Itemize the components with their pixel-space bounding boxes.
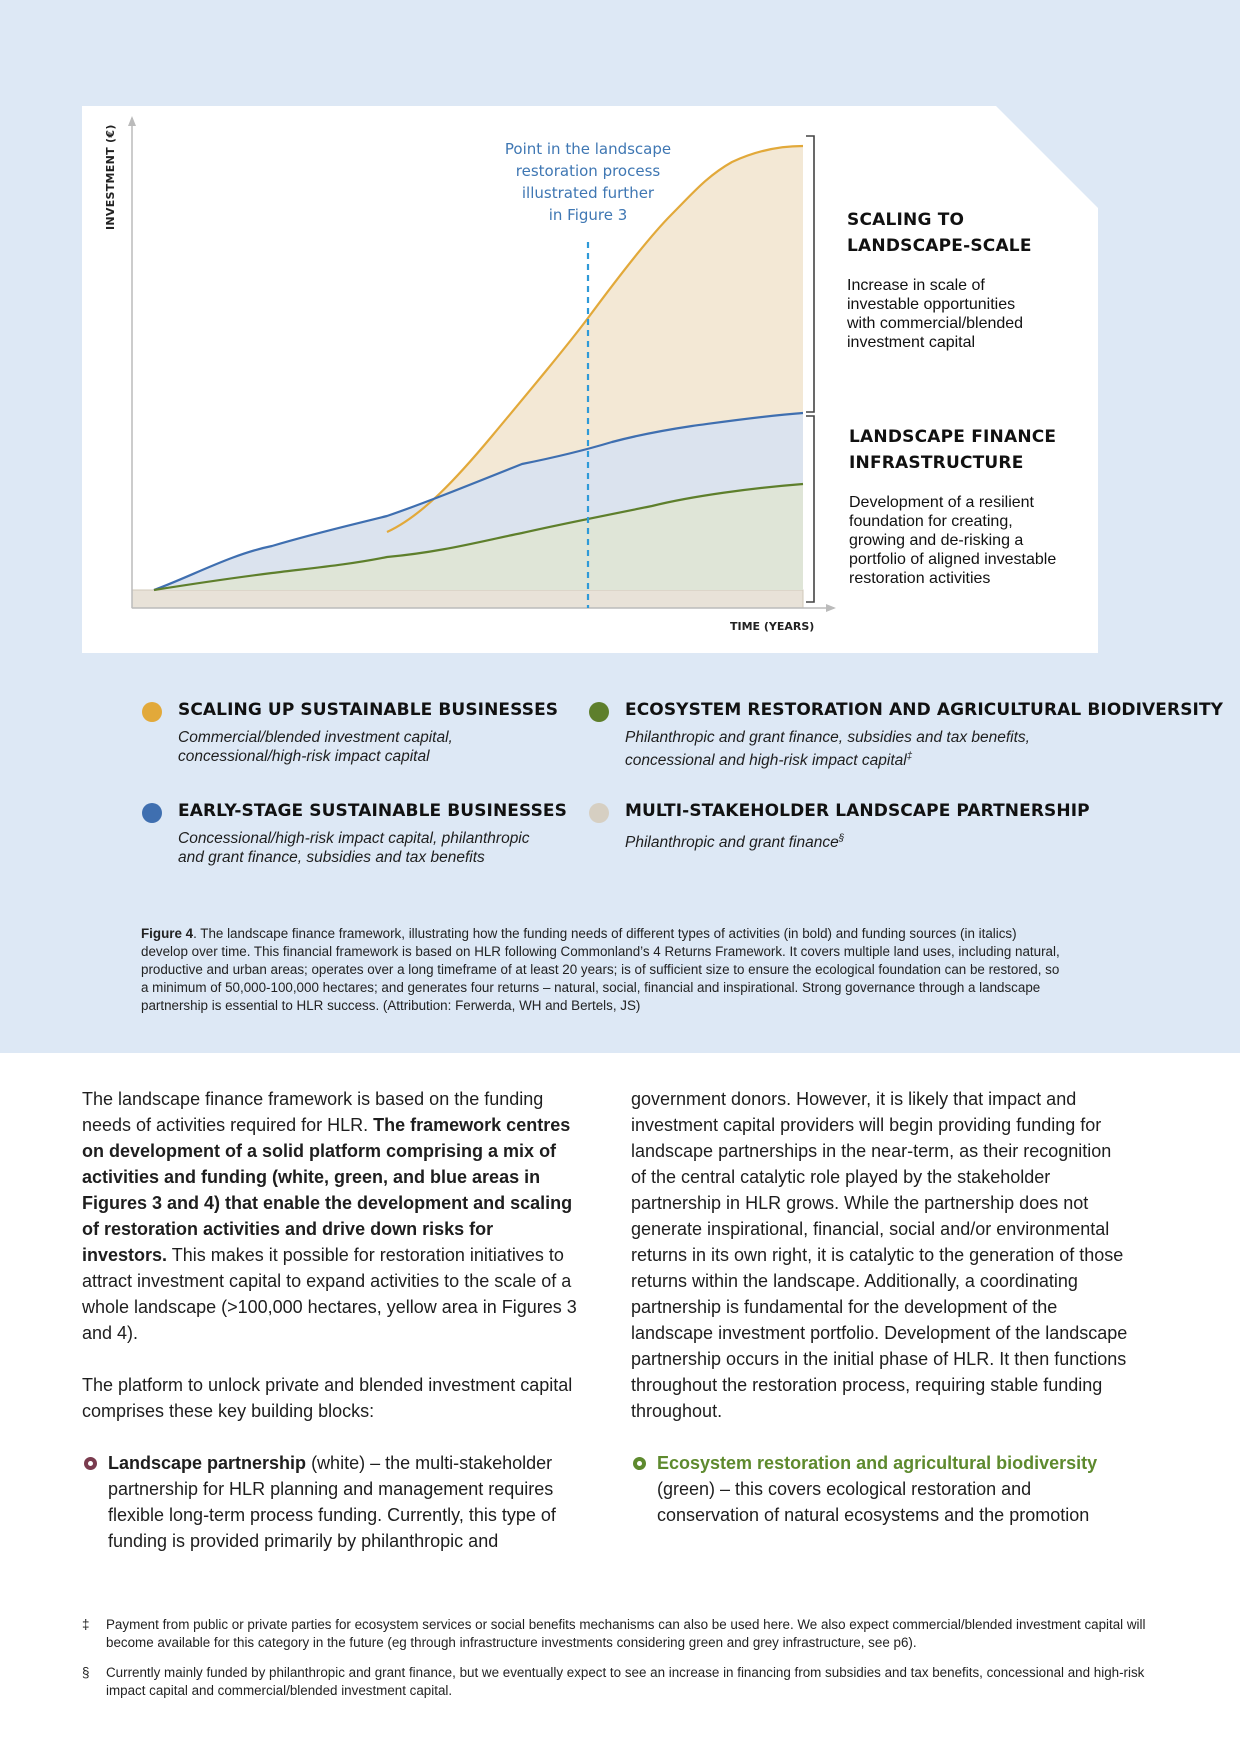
bullet-circle-icon <box>84 1457 97 1470</box>
scaling-heading: SCALING TO LANDSCAPE-SCALE <box>847 210 1032 256</box>
scaling-description: Increase in scale of investable opportunities with commercial/blended investment capital <box>847 277 1024 351</box>
bullet-circle-icon <box>633 1457 646 1470</box>
footnote: ‡ Payment from public or private parties for ecosystem services or social benefits mechanisms can also be used here. We also expect commercial/blended investment capital will become available for this category in the future (eg through infrastructure investments considering green and grey infrastructure, see p6). <box>82 1617 1146 1650</box>
paragraph: government donors. However, it is likely that impact and investment capital providers will begin providing funding for landscape partnerships in the near-term, as their recognition of the central catalytic role played by the stakeholder partnership in HLR grows. While the partnership does not generate inspirational, financial, social and/or environmental returns in its own right, it is catalytic to the generation of those returns within the landscape. Additionally, a coordinating partnership is fundamental for the development of the landscape investment portfolio. Development of the landscape partnership occurs in the initial phase of HLR. It then functions throughout the restoration process, requiring stable funding throughout. <box>631 1089 1128 1421</box>
legend-dot-yellow <box>142 702 162 722</box>
legend-dot-blue <box>142 803 162 823</box>
body-column-right <box>631 1086 1131 1528</box>
bullet-landscape-partnership: Landscape partnership (white) – the multi-stakeholder partnership for HLR planning and management requires flexible long-term process funding. Currently, this type of funding is provided primarily by philanthropic and <box>82 1450 582 1554</box>
legend-dot-beige <box>589 803 609 823</box>
area-landscape-partnership <box>132 590 803 608</box>
footnote: § Currently mainly funded by philanthropic and grant finance, but we eventually expect to see an increase in financing from subsidies and tax benefits, concessional and high-risk impact capital and commercial/blended investment capital. <box>82 1665 1145 1698</box>
paragraph: The landscape finance framework is based on the funding needs of activities required for HLR. The framework centres on development of a solid platform comprising a mix of activities and funding (white, green, and blue areas in Figures 3 and 4) that enable the development and scaling of restoration activities and drive down risks for investors. This makes it possible for restoration initiatives to attract investment capital to expand activities to the scale of a whole landscape (>100,000 hectares, yellow area in Figures 3 and 4). <box>82 1089 577 1343</box>
figure-caption: Figure 4. The landscape finance framework, illustrating how the funding needs of different types of activities (in bold) and funding sources (in italics) develop over time. This financial framework is based on HLR following Commonland’s 4 Returns Framework. It covers multiple land uses, including natural, productive and urban areas; operates over a long timeframe of at least 20 years; is of sufficient size to ensure the ecological foundation can be restored, so a minimum of 50,000-100,000 hectares; and generates four returns – natural, social, financial and inspirational. Strong governance through a landscape partnership is essential to HLR success. (Attribution: Ferwerda, WH and Bertels, JS) <box>141 926 1060 1013</box>
point-annotation: Point in the landscape restoration process illustrated further in Figure 3 <box>504 140 672 224</box>
body-column-left <box>82 1086 582 1554</box>
footnotes <box>82 1616 1162 1712</box>
infrastructure-heading: LANDSCAPE FINANCE INFRASTRUCTURE <box>849 427 1057 473</box>
x-axis-label: TIME (YEARS) <box>730 620 815 633</box>
paragraph: The platform to unlock private and blended investment capital comprises these key building blocks: <box>82 1375 573 1421</box>
y-axis-label: INVESTMENT (€) <box>104 124 117 230</box>
infrastructure-description: Development of a resilient foundation for creating, growing and de-risking a portfolio of aligned investable restoration activities <box>849 494 1057 587</box>
bullet-ecosystem-restoration: Ecosystem restoration and agricultural biodiversity (green) – this covers ecological restoration and conservation of natural ecosystems and the promotion <box>631 1450 1131 1528</box>
legend-dot-green <box>589 702 609 722</box>
